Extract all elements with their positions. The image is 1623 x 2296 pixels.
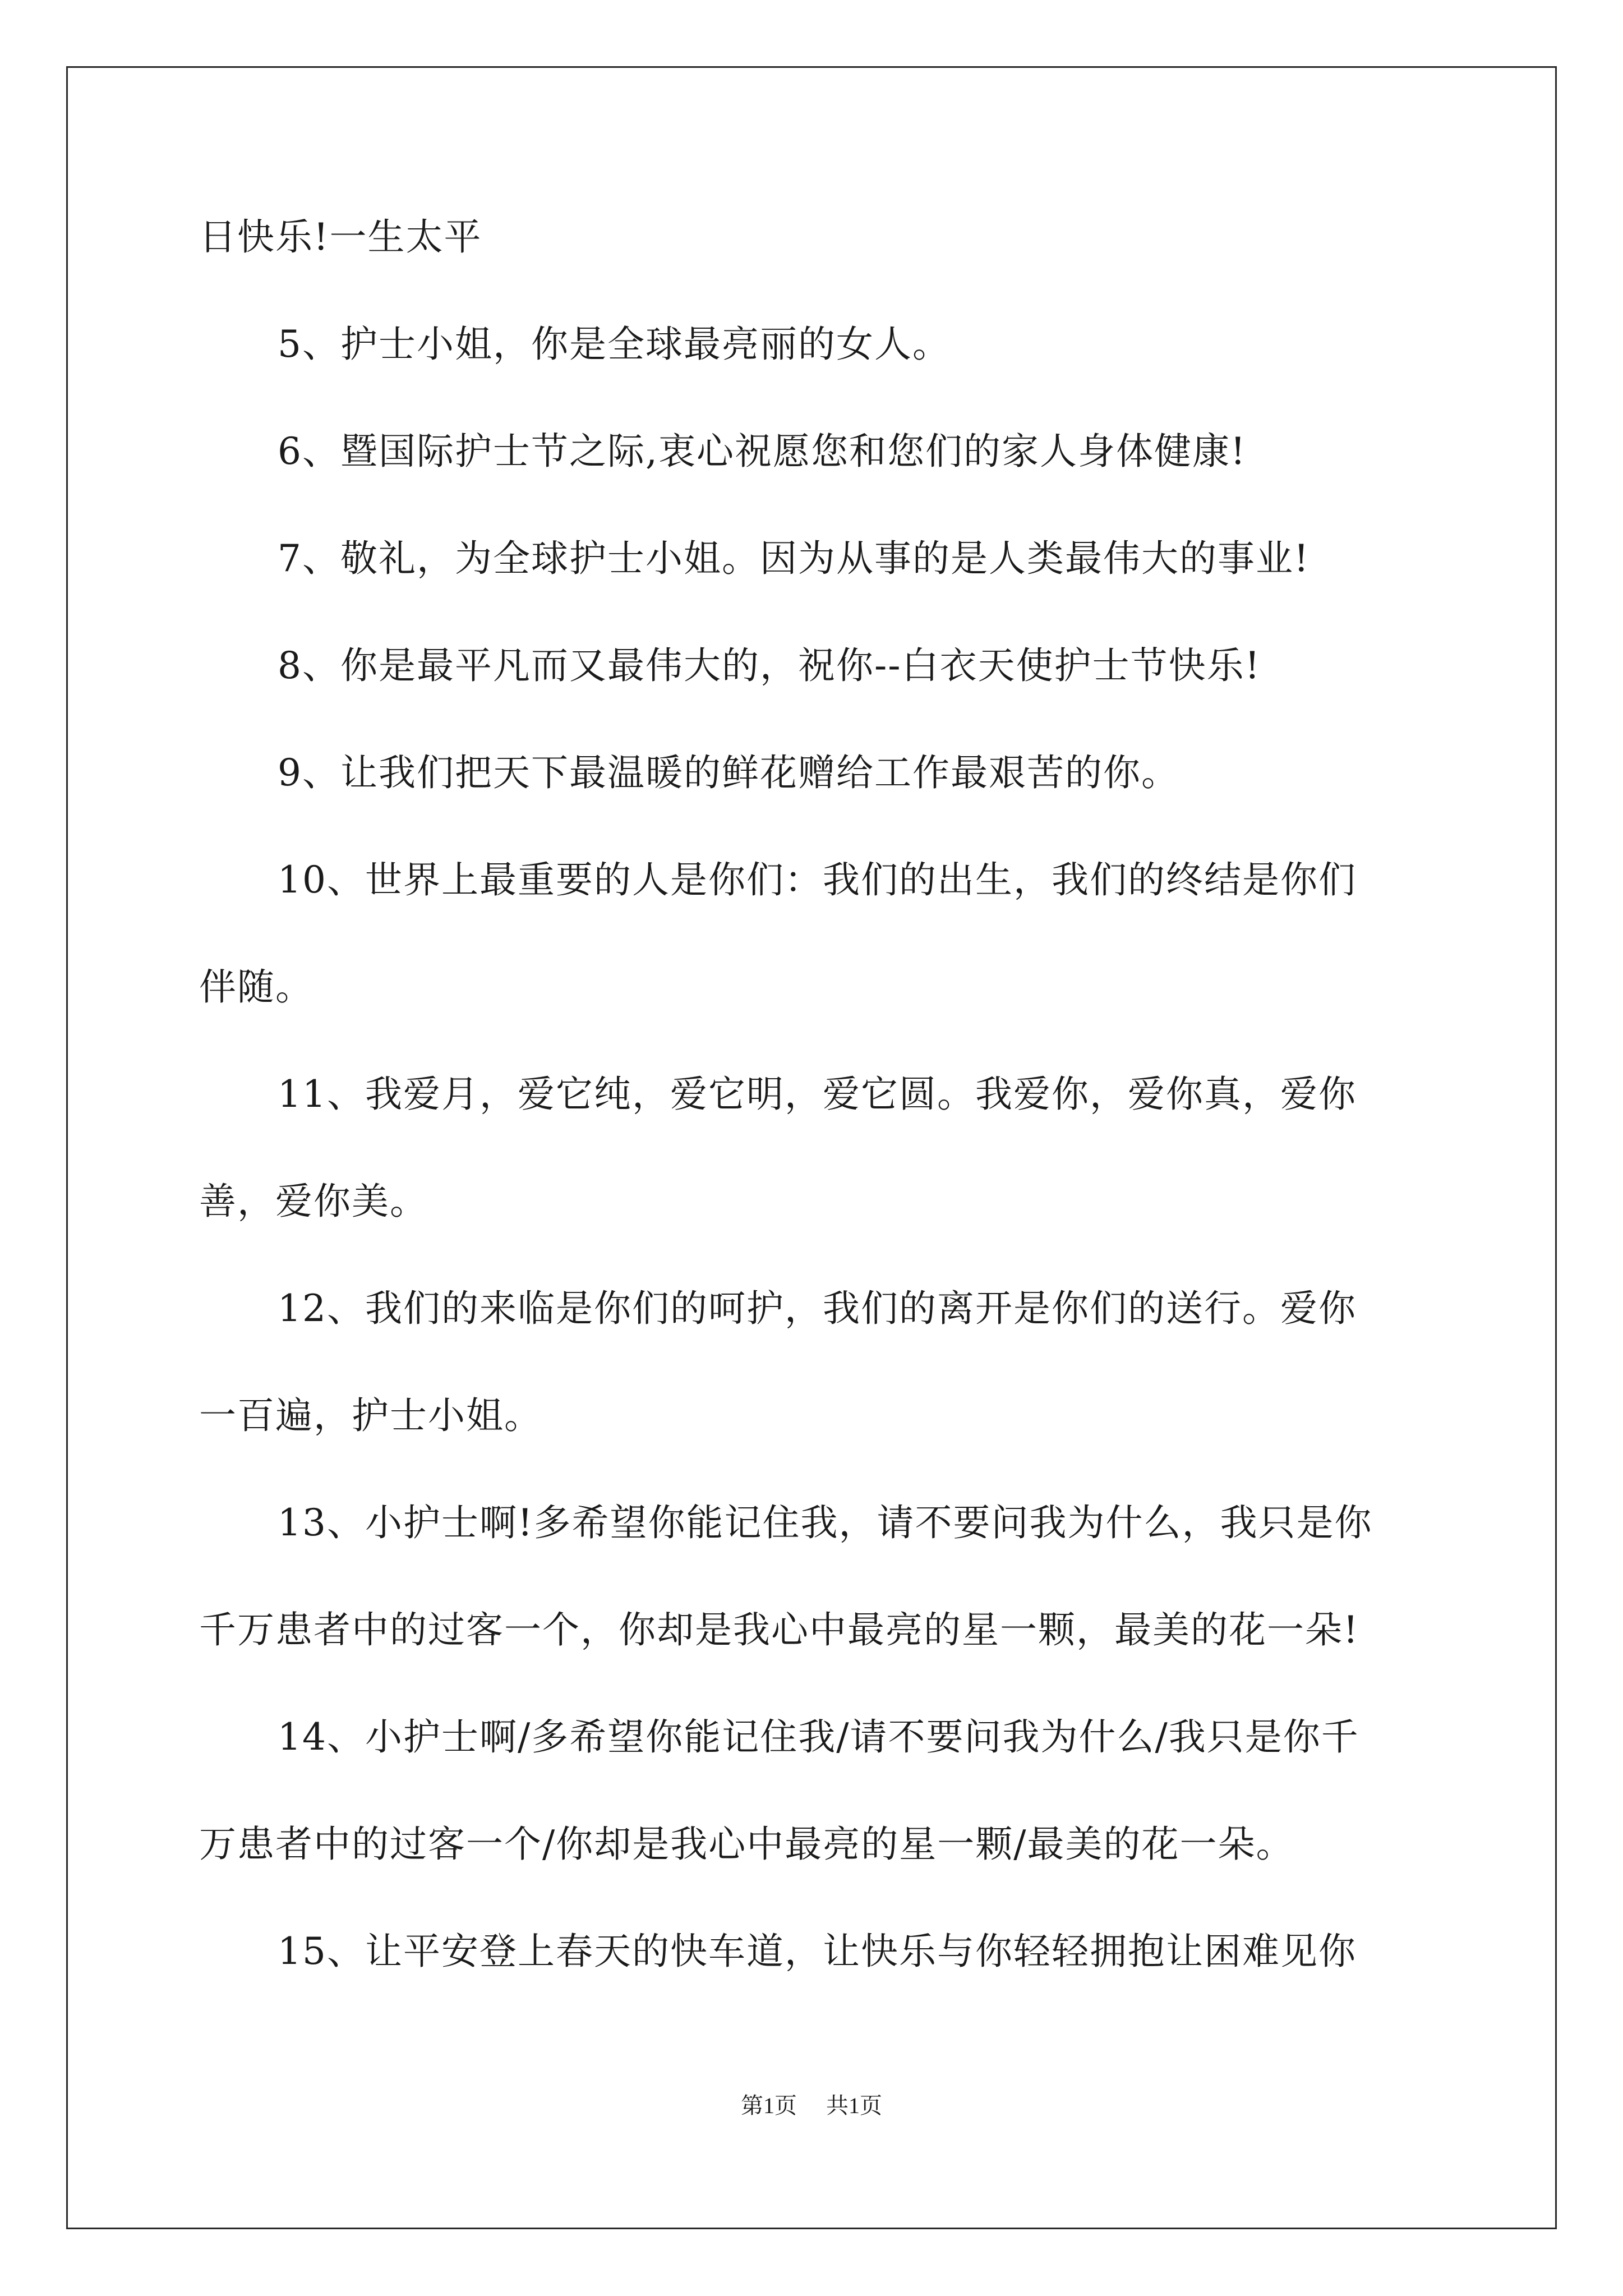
text-line: 6、暨国际护士节之际,衷心祝愿您和您们的家人身体健康! [278, 430, 1247, 473]
text-line: 伴随。 [199, 965, 313, 1009]
text-line: 11、我爱月，爱它纯，爱它明，爱它圆。我爱你，爱你真，爱你 [278, 1073, 1357, 1116]
text-line: 14、小护士啊/多希望你能记住我/请不要问我为什么/我只是你千 [278, 1715, 1359, 1759]
text-line: 10、世界上最重要的人是你们：我们的出生，我们的终结是你们 [278, 858, 1357, 901]
text-line: 千万患者中的过客一个，你却是我心中最亮的星一颗，最美的花一朵! [199, 1608, 1359, 1651]
text-line: 12、我们的来临是你们的呵护，我们的离开是你们的送行。爱你 [278, 1287, 1357, 1330]
text-line: 15、让平安登上春天的快车道，让快乐与你轻轻拥抱让困难见你 [278, 1930, 1357, 1973]
text-line: 一百遍，护士小姐。 [199, 1394, 542, 1437]
text-line: 7、敬礼，为全球护士小姐。因为从事的是人类最伟大的事业! [278, 537, 1310, 580]
text-line: 13、小护士啊!多希望你能记住我，请不要问我为什么，我只是你 [278, 1501, 1373, 1544]
text-line: 8、你是最平凡而又最伟大的，祝你--白衣天使护士节快乐! [278, 644, 1261, 687]
page-number: 第1页 [741, 2093, 797, 2118]
document-body [199, 210, 1438, 1978]
text-line: 善，爱你美。 [199, 1180, 428, 1223]
page-footer [0, 2092, 1623, 2120]
text-line: 5、护士小姐，你是全球最亮丽的女人。 [278, 323, 951, 366]
text-line: 9、让我们把天下最温暖的鲜花赠给工作最艰苦的你。 [278, 751, 1179, 794]
text-line: 日快乐!一生太平 [199, 215, 482, 259]
text-line: 万患者中的过客一个/你却是我心中最亮的星一颗/最美的花一朵。 [199, 1823, 1294, 1866]
page-total: 共1页 [826, 2093, 882, 2118]
